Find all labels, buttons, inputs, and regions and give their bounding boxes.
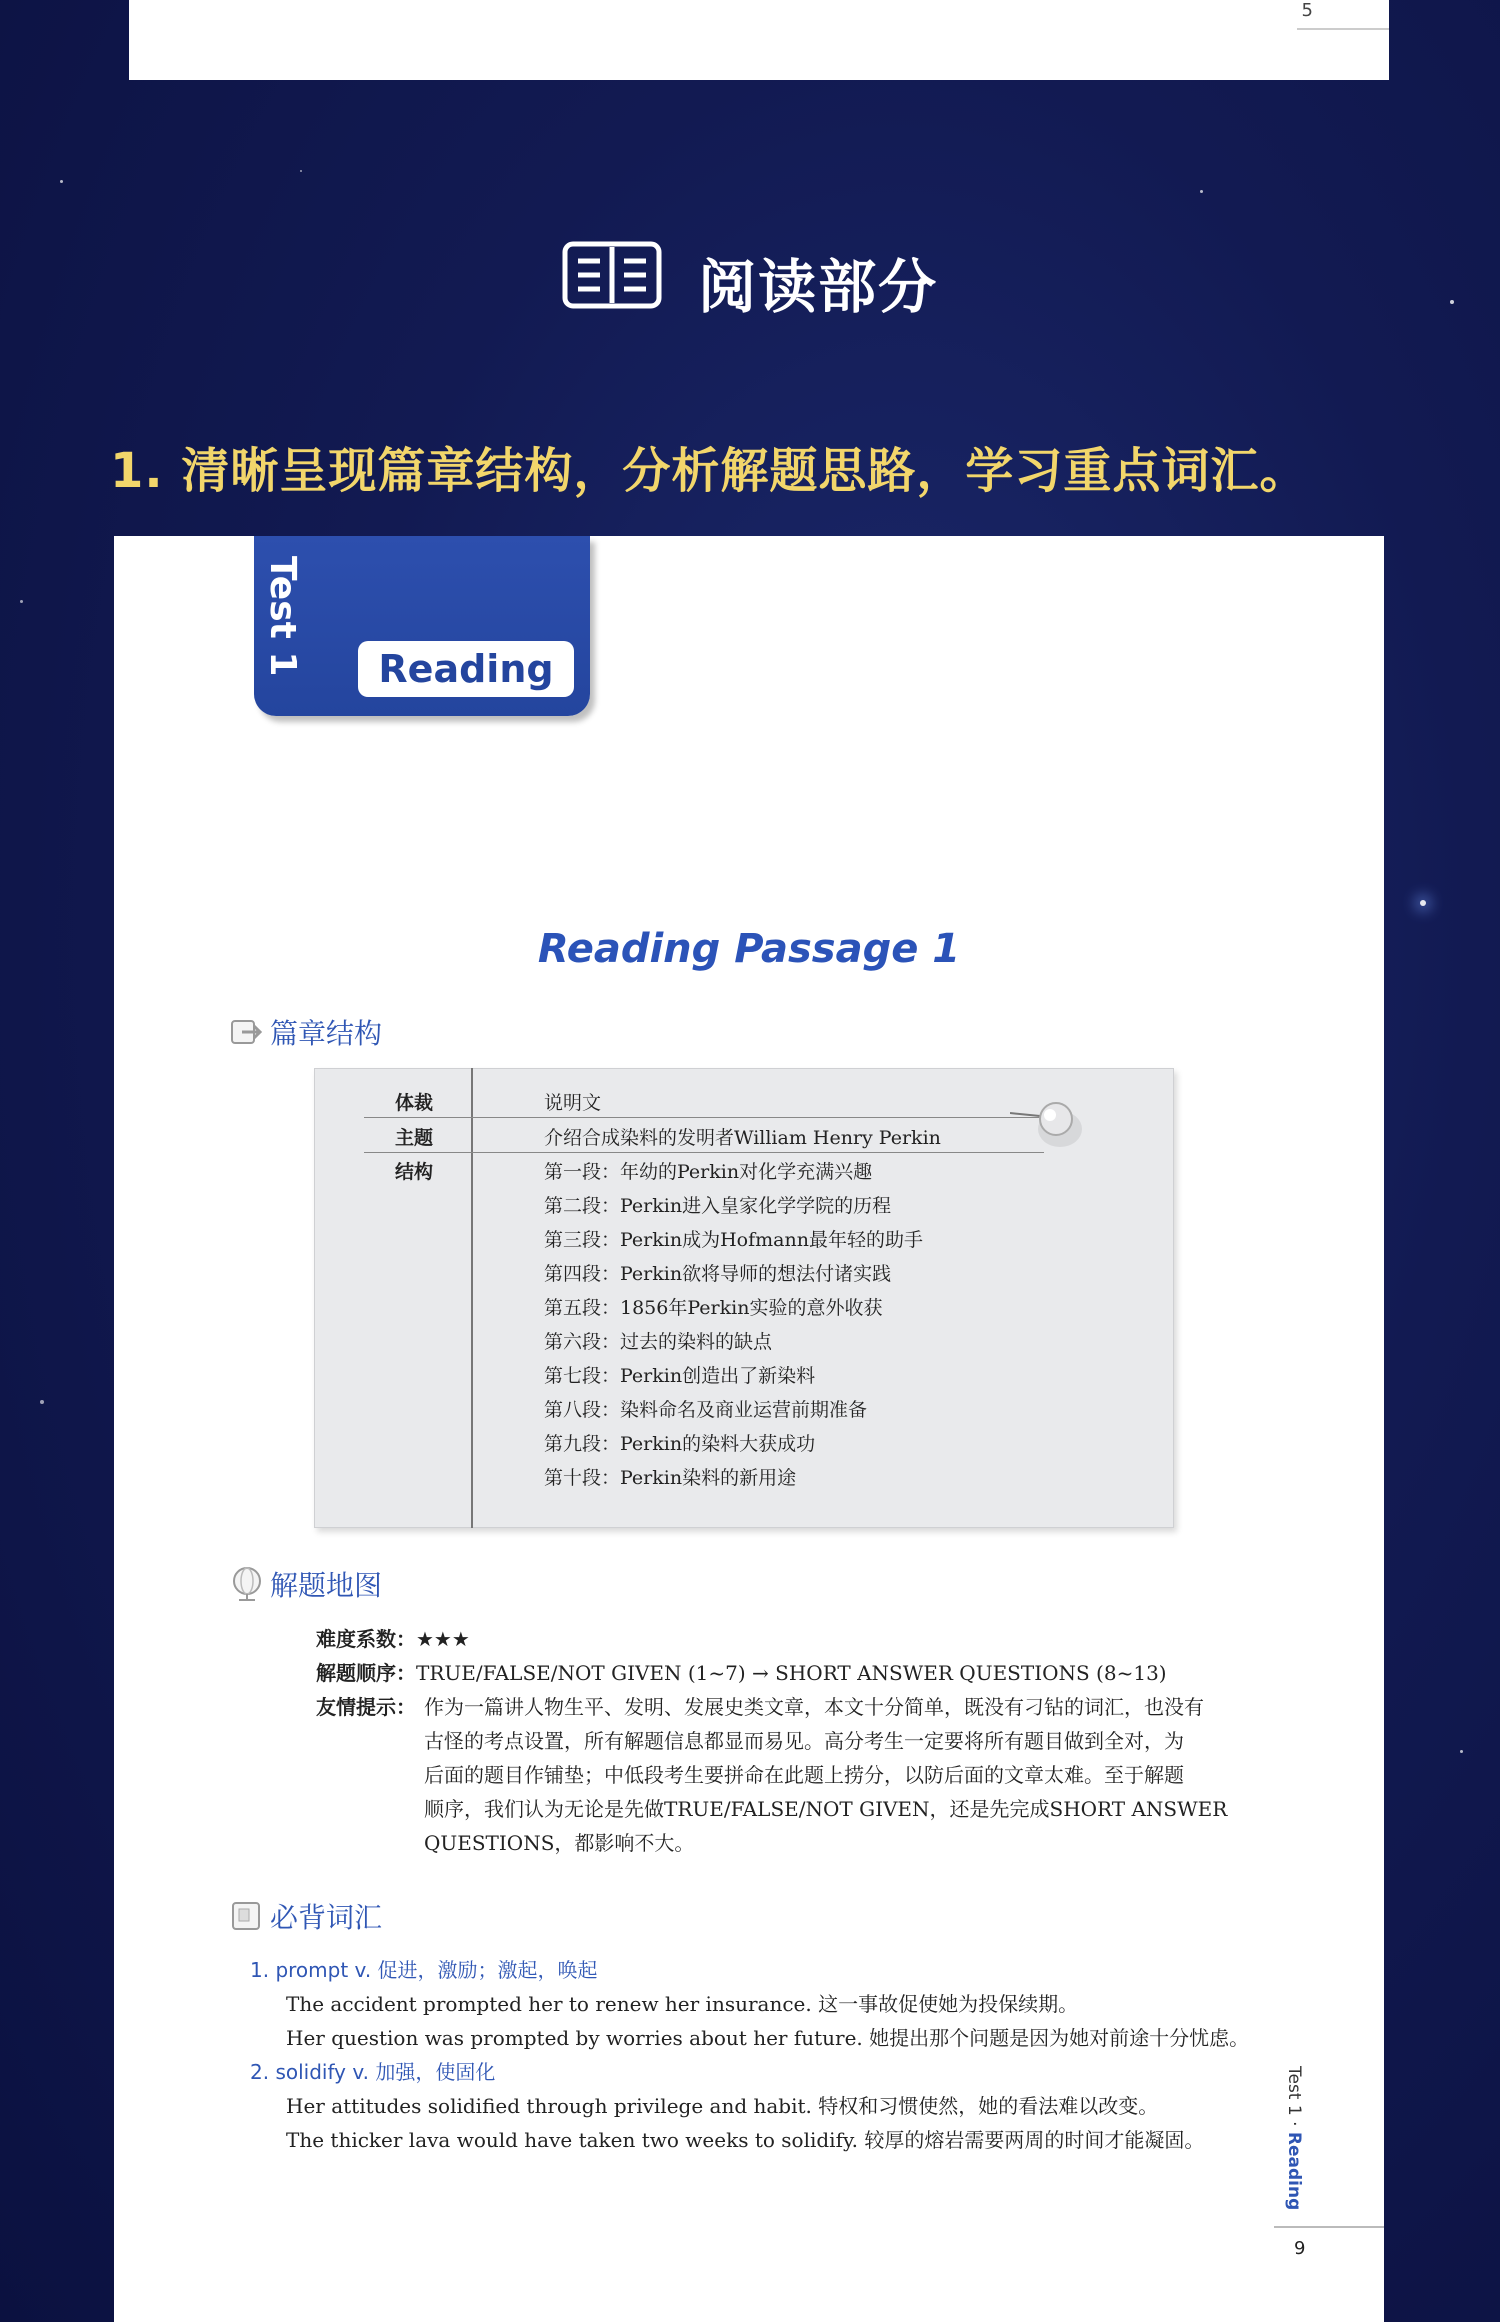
difficulty-line	[316, 1622, 470, 1656]
tips-line: 作为一篇讲人物生平、发明、发展史类文章，本文十分简单，既没有刁钻的词汇，也没有	[424, 1695, 1204, 1719]
star	[300, 170, 302, 172]
order-label: 解题顺序：	[316, 1661, 416, 1685]
card-divider	[471, 1068, 473, 1528]
genre-label: 体裁	[394, 1092, 433, 1114]
structure-label: 结构	[394, 1161, 433, 1183]
side-running-head	[1284, 2066, 1304, 2210]
page-number: 9	[1294, 2238, 1306, 2259]
side-reading: Reading	[1284, 2131, 1304, 2211]
tips-line: 顺序，我们认为无论是先做TRUE/FALSE/NOT GIVEN，还是先完成SHORT ANSWER	[424, 1797, 1228, 1821]
page-number-divider	[1297, 28, 1389, 30]
tips-label-line	[316, 1690, 416, 1724]
row-divider	[364, 1117, 1044, 1118]
vocab-heading-text: 必背词汇	[270, 1901, 383, 1934]
structure-card: 体裁 说明文 主题 介绍合成染料的发明者William Henry Perkin 结构 第一段：年幼的Perkin对化学充满兴趣 第二段：Perkin进入皇家化学学院的历程 第三段：Perkin成为Hofmann最年轻的助手 第四段：Perkin欲将导师的想法付诸实践 第五段：1856年Perkin实验的意外收获 第六段：过去的染料的缺点 第七段：Perkin创造出了新染料 第八段：染料命名及商业运营前期准备 第九段：Perkin的染料大获成功 第十段：Perkin染料的新用途	[314, 1068, 1174, 1528]
vocab-example: Her attitudes solidified through privilege and habit. 特权和习惯使然，她的看法难以改变。	[286, 2094, 1159, 2118]
star	[60, 180, 63, 183]
globe-icon	[230, 1566, 264, 1609]
structure-heading	[230, 1012, 382, 1054]
tips-line: 后面的题目作铺垫；中低段考生要拼命在此题上捞分，以防后面的文章太难。至于解题	[424, 1763, 1184, 1787]
row-divider	[364, 1152, 1044, 1153]
topic-label: 主题	[394, 1127, 433, 1149]
order-line	[316, 1656, 1167, 1690]
vocab-example: Her question was prompted by worries about her future. 她提出那个问题是因为她对前途十分忧虑。	[286, 2026, 1250, 2050]
vocab-example: The accident prompted her to renew her insurance. 这一事故促使她为投保续期。	[286, 1992, 1079, 2016]
vocab-entry: 1. prompt v. 促进，激励；激起，唤起	[250, 1958, 598, 1982]
order-value: TRUE/FALSE/NOT GIVEN (1~7) → SHORT ANSWER QUESTIONS (8~13)	[416, 1661, 1167, 1685]
section-title-text: 阅读部分	[698, 253, 939, 321]
genre-value: 说明文	[544, 1092, 602, 1114]
tips-label: 友情提示：	[316, 1695, 416, 1719]
vocab-heading	[230, 1896, 382, 1939]
topic-value: 介绍合成染料的发明者William Henry Perkin	[544, 1127, 941, 1149]
star	[20, 600, 23, 603]
structure-icon	[230, 1017, 264, 1054]
previous-page-fragment	[129, 0, 1389, 80]
vocab-example: The thicker lava would have taken two weeks to solidify. 较厚的熔岩需要两周的时间才能凝固。	[286, 2128, 1205, 2152]
star	[1200, 190, 1203, 193]
solving-heading-text: 解题地图	[270, 1569, 383, 1602]
vocab-icon	[230, 1900, 264, 1939]
difficulty-label: 难度系数：	[316, 1627, 416, 1651]
side-test: Test 1 ·	[1284, 2066, 1304, 2132]
tips-line: 古怪的考点设置，所有解题信息都显而易见。高分考生一定要将所有题目做到全对，为	[424, 1729, 1184, 1753]
section-title	[0, 240, 1500, 324]
page-number-divider	[1274, 2226, 1384, 2228]
feature-point: 1. 清晰呈现篇章结构，分析解题思路，学习重点词汇。	[110, 443, 1309, 499]
star	[1460, 1750, 1463, 1753]
book-page	[114, 536, 1384, 2322]
tips-text	[424, 1690, 1364, 1860]
section-label: Reading	[358, 641, 574, 697]
vocab-entry: 2. solidify v. 加强，使固化	[250, 2060, 496, 2084]
tips-line: QUESTIONS，都影响不大。	[424, 1831, 695, 1855]
difficulty-stars: ★★★	[416, 1627, 470, 1651]
star	[40, 1400, 44, 1404]
pushpin-icon	[1010, 1093, 1100, 1168]
passage-title: Reading Passage 1	[537, 926, 961, 972]
structure-heading-text: 篇章结构	[270, 1017, 383, 1050]
solving-heading	[230, 1564, 382, 1609]
star	[1420, 900, 1426, 906]
test-label: Test 1	[262, 556, 303, 677]
test-tab	[254, 536, 590, 716]
book-icon	[562, 241, 662, 323]
previous-page-number: 5	[1301, 0, 1313, 21]
